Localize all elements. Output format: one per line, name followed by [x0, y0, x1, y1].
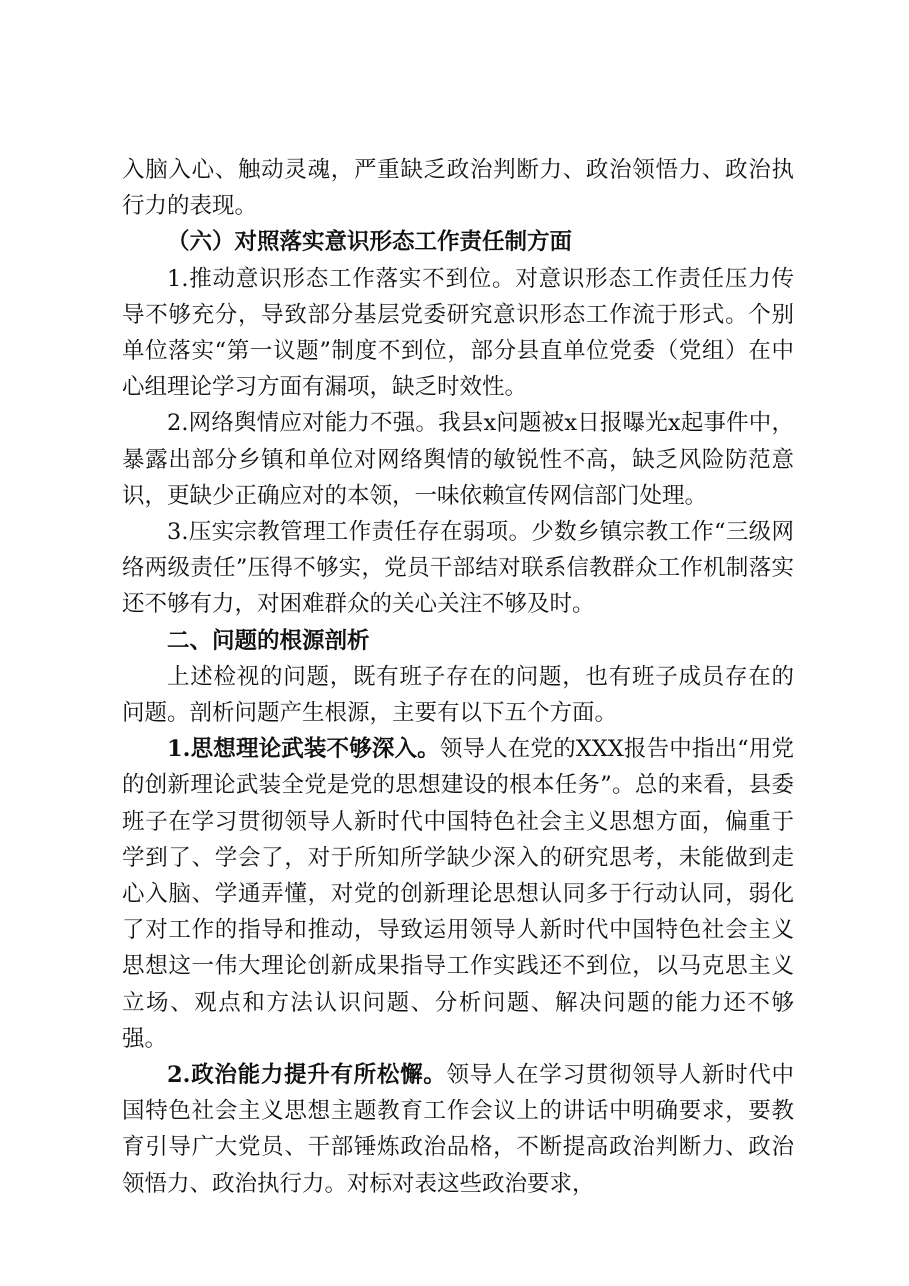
paragraph-cause-2: [122, 1057, 794, 1202]
cause-1-body: 领导人在党的XXX报告中指出“用党的创新理论武装全党是党的思想建设的根本任务”。总的来看，县委班子在学习贯彻领导人新时代中国特色社会主义思想方面，偏重于学到了、学会了，对于所知所学缺少深入的研究思考，未能做到走心入脑、学通弄懂，对党的创新理论思想认同多于行动认同，弱化了对工作的指导和推动，导致运用领导人新时代中国特色社会主义思想这一伟大理论创新成果指导工作实践还不到位，以马克思主义立场、观点和方法认识问题、分析问题、解决问题的能力还不够强。: [122, 736, 794, 1052]
paragraph-cause-1: [122, 731, 794, 1057]
cause-1-lead: 1.思想理论武装不够深入。: [167, 736, 440, 763]
paragraph-continuation: 入脑入心、触动灵魂，严重缺乏政治判断力、政治领悟力、政治执行力的表现。: [122, 157, 794, 220]
section-heading-six: （六）对照落实意识形态工作责任制方面: [167, 229, 573, 256]
section-heading-two: 二、问题的根源剖析: [167, 627, 370, 654]
paragraph-item-2: 2.网络舆情应对能力不强。我县x问题被x日报曝光x起事件中，暴露出部分乡镇和单位对网络舆情的敏锐性不高，缺乏风险防范意识，更缺少正确应对的本领，一味依赖宣传网信部门处理。: [122, 410, 794, 509]
paragraph-intro: 上述检视的问题，既有班子存在的问题，也有班子成员存在的问题。剖析问题产生根源，主要有以下五个方面。: [122, 663, 794, 727]
cause-2-body: 领导人在学习贯彻领导人新时代中国特色社会主义思想主题教育工作会议上的讲话中明确要求，要教育引导广大党员、干部锤炼政治品格，不断提高政治判断力、政治领悟力、政治执行力。对标对表这些政治要求，: [122, 1062, 794, 1197]
cause-2-lead: 2.政治能力提升有所松懈。: [167, 1062, 447, 1089]
document-body: [122, 152, 794, 1202]
paragraph-item-1: 1.推动意识形态工作落实不到位。对意识形态工作责任压力传导不够充分，导致部分基层党委研究意识形态工作流于形式。个别单位落实“第一议题”制度不到位，部分县直单位党委（党组）在中心组理论学习方面有漏项，缺乏时效性。: [122, 265, 794, 401]
paragraph-item-3: 3.压实宗教管理工作责任存在弱项。少数乡镇宗教工作“三级网络两级责任”压得不够实，党员干部结对联系信教群众工作机制落实还不够有力，对困难群众的关心关注不够及时。: [122, 519, 794, 618]
